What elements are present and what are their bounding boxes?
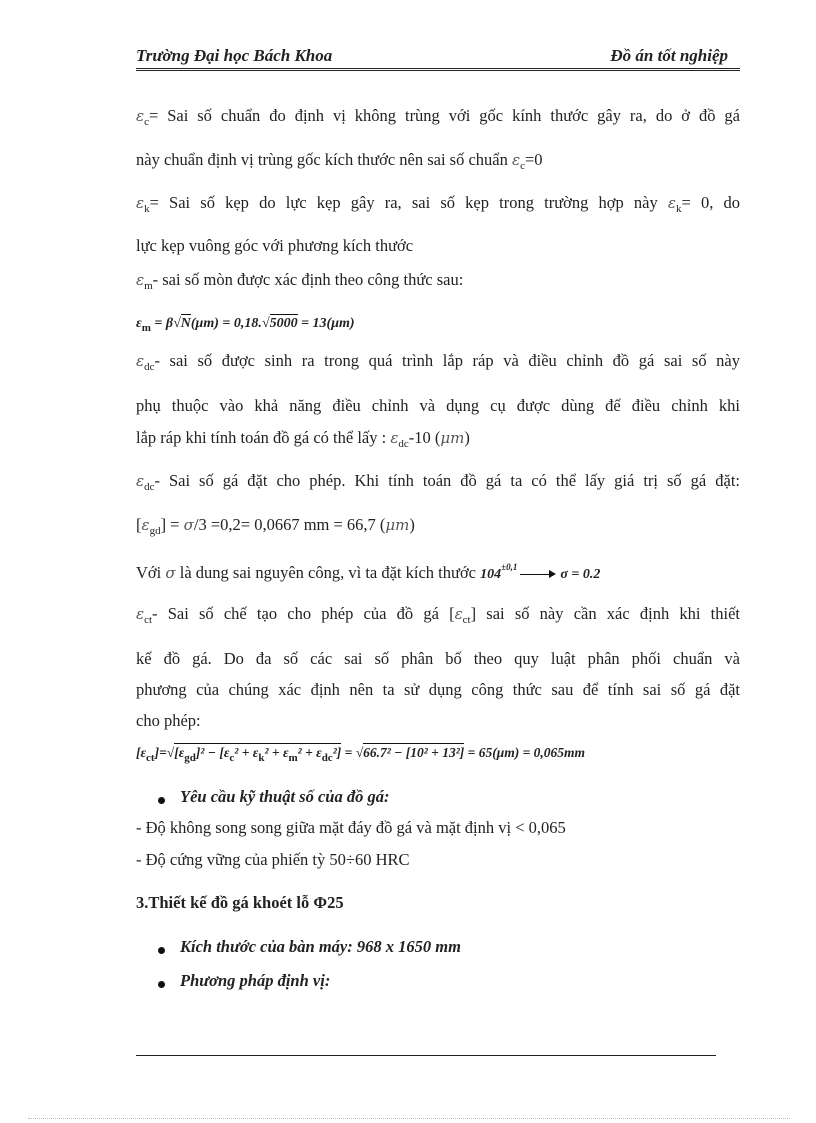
footer-rule: [136, 1055, 716, 1056]
bullet-icon: [158, 797, 165, 804]
para-epsilon-gd-line2: $[\varepsilon_{gd}] = \sigma/3 =0,2= 0,0667$ mm = 66,7 (μm): [136, 515, 415, 537]
para-epsilon-dc-line3: lắp ráp khi tính toán đồ gá có thể lấy : $\varepsilon_{dc}-10$ (μm): [136, 428, 470, 450]
para-epsilon-m: $\varepsilon_m-$ sai số mòn được xác định theo công thức sau:: [136, 270, 464, 292]
para-epsilon-dc-line1: $\varepsilon_{dc}-$ sai số được sinh ra trong quá trình lắp ráp và điều chỉnh đồ gá sai số này: [136, 351, 740, 373]
header-school: Trường Đại học Bách Khoa: [136, 46, 333, 65]
page-bottom-border: [28, 1118, 790, 1119]
section-bullet-positioning: Phương pháp định vị:: [180, 971, 331, 990]
para-epsilon-c-line1: $\varepsilon_c=$ Sai số chuẩn đo định vị không trùng với gốc kính thước gây ra, do ở đồ gá: [136, 106, 740, 128]
requirement-item-1: - Độ không song song giữa mặt đáy đồ gá và mặt định vị < 0,065: [136, 818, 566, 837]
para-epsilon-ct-line4: cho phép:: [136, 711, 201, 730]
para-epsilon-gd-line1: $\varepsilon_{dc}-$ Sai số gá đặt cho phép. Khi tính toán đồ gá ta có thể lấy giá trị số gá đặt:: [136, 471, 740, 493]
bullet-icon: [158, 981, 165, 988]
section-heading: 3.Thiết kế đồ gá khoét lỗ Φ25: [136, 893, 344, 912]
arrow-icon: [520, 574, 554, 575]
para-epsilon-ct-line1: $\varepsilon_{ct}-$ Sai số chế tạo cho phép của đồ gá $[\varepsilon_{ct}]$ sai số này cần xác định khi thiết: [136, 604, 740, 626]
section-bullet-table-size: Kích thước của bàn máy: 968 x 1650 mm: [180, 937, 461, 956]
requirement-item-2: - Độ cứng vững của phiến tỳ 50÷60 HRC: [136, 850, 410, 869]
para-sigma: Với σ là dung sai nguyên công, vì ta đặt kích thước $104^{\pm 0,1}$ σ = 0.2: [136, 562, 601, 582]
para-epsilon-k-line1: $\varepsilon_k=$ Sai số kẹp do lực kẹp gây ra, sai số kẹp trong trường hợp này $\varepsilon_k= 0$, do: [136, 193, 740, 215]
para-epsilon-dc-line2: phụ thuộc vào khả năng điều chỉnh và dụng cụ được dùng để điều chỉnh khi: [136, 396, 740, 415]
header-title: Đồ án tốt nghiệp: [610, 46, 728, 65]
bullet-icon: [158, 947, 165, 954]
para-epsilon-k-line2: lực kẹp vuông góc với phương kích thước: [136, 236, 414, 255]
para-epsilon-ct-line2: kế đồ gá. Do đa số các sai số phân bố theo quy luật phân phối chuẩn và: [136, 649, 740, 668]
formula-epsilon-m: $\varepsilon_m = \beta√N(\mu m) = 0,18.√5000 = 13(\mu m)$: [136, 316, 355, 334]
para-epsilon-ct-line3: phương của chúng xác định nên ta sử dụng công thức sau để tính sai số gá đặt: [136, 680, 740, 699]
page-header: [136, 46, 740, 71]
para-epsilon-c-line2: này chuẩn định vị trùng gốc kích thước nên sai số chuẩn $\varepsilon_c=0$: [136, 150, 543, 172]
formula-epsilon-ct: $[\varepsilon_{ct}]=√[\varepsilon_{gd}]^2 - [\varepsilon_c^2 + \varepsilon_k^2 + \varepsilon_m^2 + \varepsilon_{dc}^2] = √66.7^2 - [10^2 + 13^2] = 65(\mu m) = 0,065mm$: [136, 745, 586, 764]
requirements-title: Yêu cầu kỹ thuật số của đồ gá:: [180, 787, 390, 806]
